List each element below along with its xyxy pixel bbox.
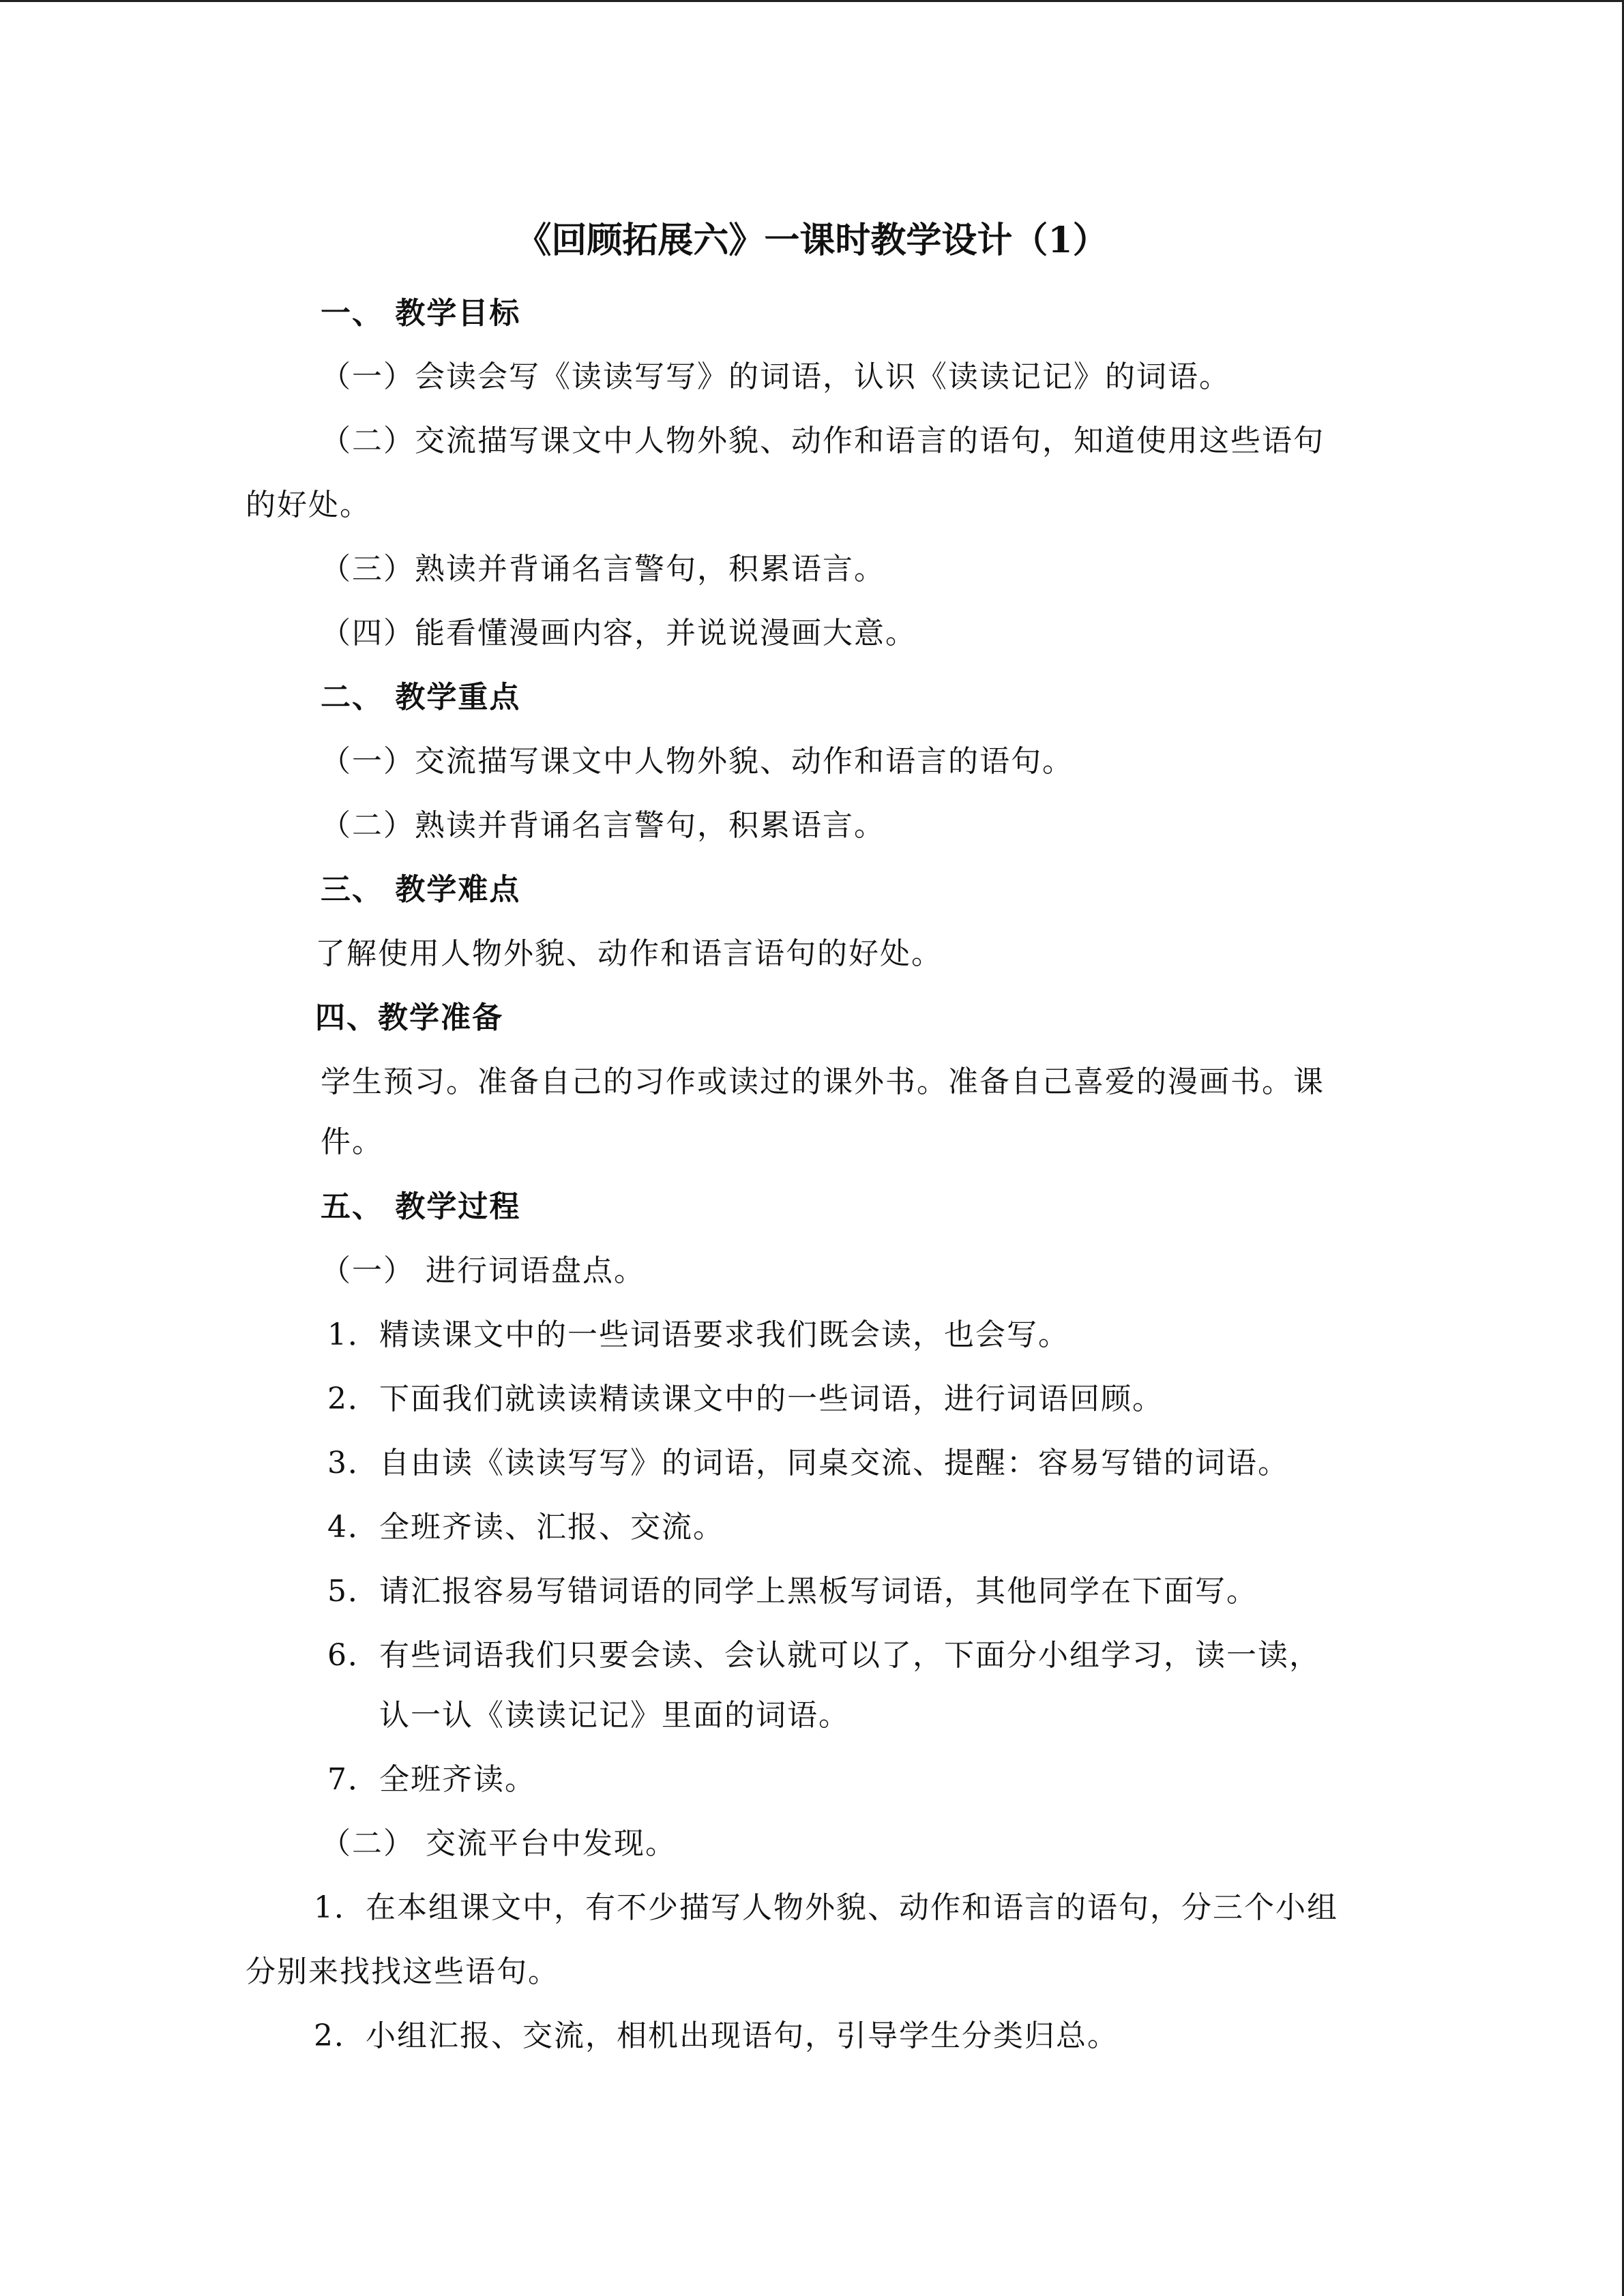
objective-item-3: （三）熟读并背诵名言警句，积累语言。 [321,552,885,586]
section-heading-difficulties: 三、 教学难点 [321,872,521,907]
objective-item-2: （二）交流描写课文中人物外貌、动作和语言的语句，知道使用这些语句 [321,423,1325,458]
process-subheading-2: （二） 交流平台中发现。 [321,1826,677,1861]
process-step-3: 3．自由读《读读写写》的词语，同桌交流、提醒：容易写错的词语。 [327,1446,1289,1480]
process-step-6: 6．有些词语我们只要会读、会认就可以了，下面分小组学习，读一读， [327,1638,1320,1673]
process-step-4: 4．全班齐读、汇报、交流。 [327,1510,724,1545]
process-sub2-step-2: 2．小组汇报、交流，相机出现语句，引导学生分类归总。 [314,2018,1119,2053]
key-point-item-2: （二）熟读并背诵名言警句，积累语言。 [321,808,885,843]
section-heading-process: 五、 教学过程 [321,1189,521,1224]
process-step-7: 7．全班齐读。 [327,1762,536,1797]
page-border-top [0,0,1624,2]
key-point-item-1: （一）交流描写课文中人物外貌、动作和语言的语句。 [321,744,1074,779]
objective-item-2-cont: 的好处。 [246,488,371,522]
process-step-1: 1．精读课文中的一些词语要求我们既会读，也会写。 [327,1317,1069,1352]
process-step-2: 2．下面我们就读读精读课文中的一些词语，进行词语回顾。 [327,1382,1164,1416]
process-sub2-step-1-cont: 分别来找找这些语句。 [246,1954,559,1989]
process-step-5: 5．请汇报容易写错词语的同学上黑板写词语，其他同学在下面写。 [327,1574,1258,1609]
document-title: 《回顾拓展六》一课时教学设计（1） [516,220,1108,261]
preparation-item-1-cont: 件。 [321,1124,383,1159]
objective-item-1: （一）会读会写《读读写写》的词语，认识《读读记记》的词语。 [321,359,1230,394]
process-step-6-cont: 认一认《读读记记》里面的词语。 [379,1698,850,1733]
preparation-item-1: 学生预习。准备自己的习作或读过的课外书。准备自己喜爱的漫画书。课 [321,1064,1325,1099]
section-heading-preparation: 四、教学准备 [315,1000,503,1035]
section-heading-objectives: 一、 教学目标 [321,296,521,331]
process-sub2-step-1: 1．在本组课文中，有不少描写人物外貌、动作和语言的语句，分三个小组 [314,1890,1338,1925]
section-heading-key-points: 二、 教学重点 [321,680,521,715]
objective-item-4: （四）能看懂漫画内容，并说说漫画大意。 [321,616,917,651]
difficulty-item-1: 了解使用人物外貌、动作和语言语句的好处。 [315,936,943,971]
process-subheading-1: （一） 进行词语盘点。 [321,1253,645,1288]
